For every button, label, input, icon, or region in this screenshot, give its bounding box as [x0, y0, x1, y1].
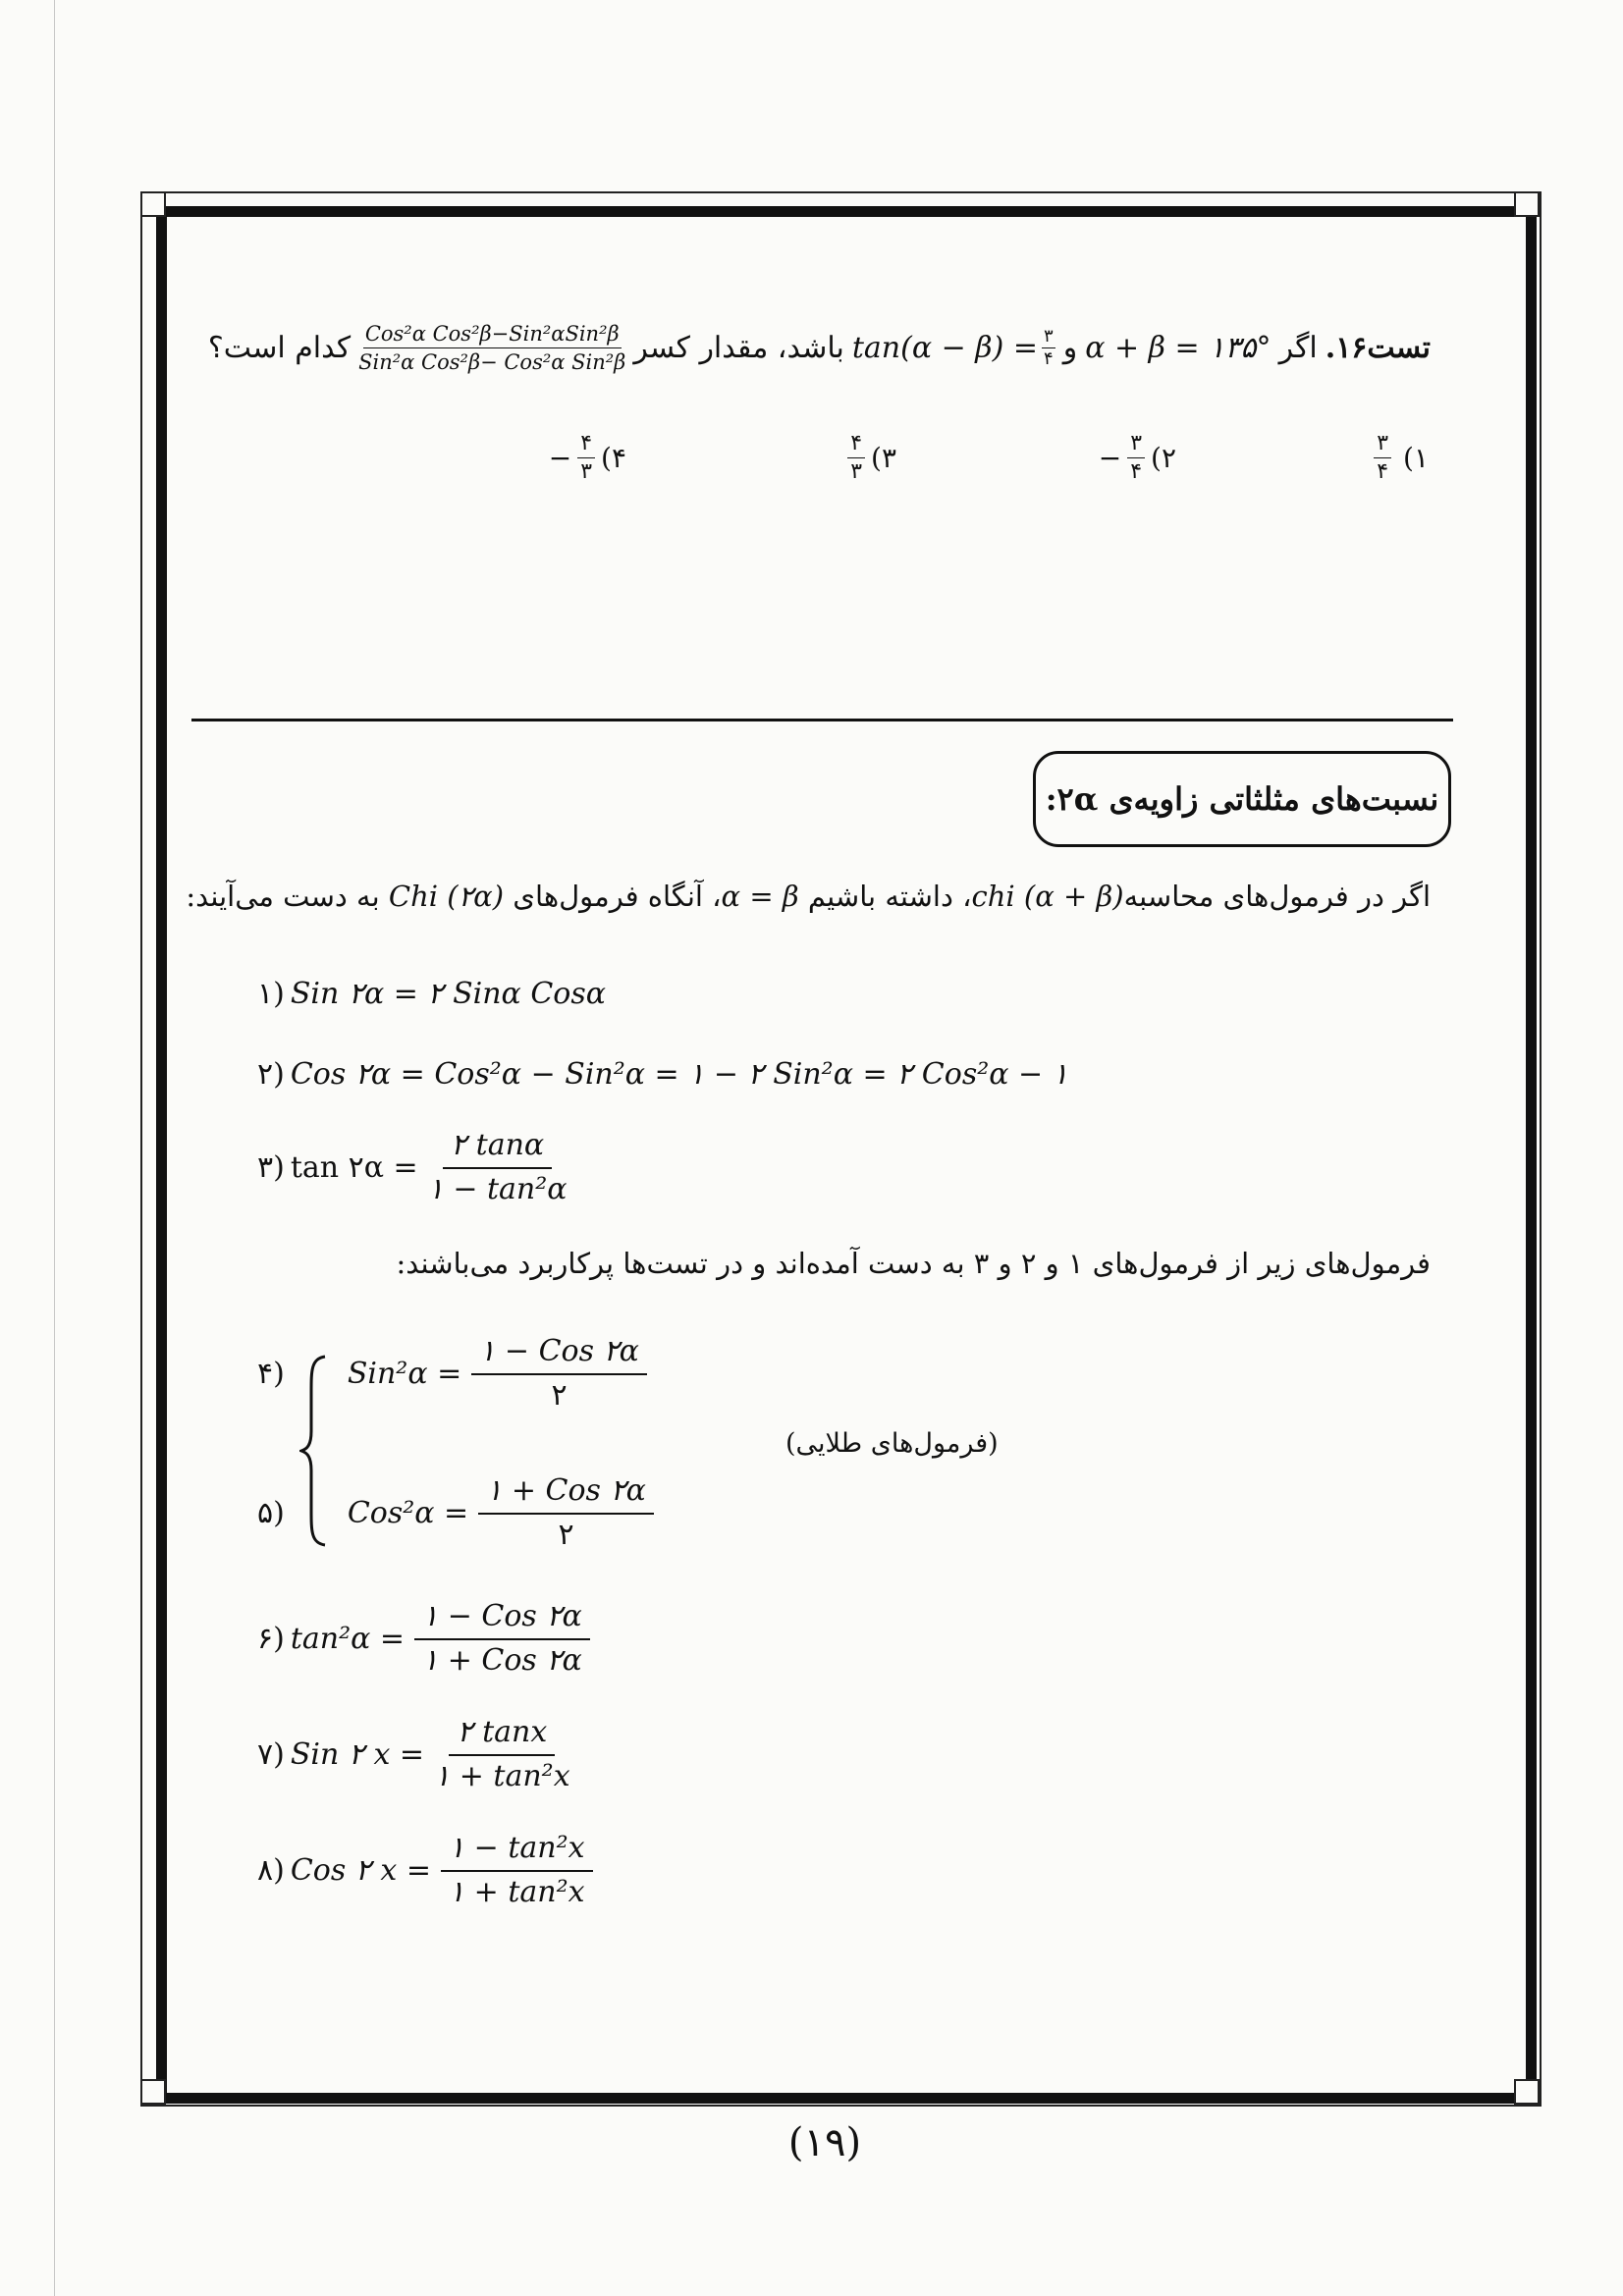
formula-fraction — [471, 1335, 647, 1413]
option-fraction — [577, 432, 595, 484]
intro-text-2: ، داشته باشیم — [807, 880, 972, 913]
formula-denominator: ۲ — [551, 1377, 568, 1413]
frame-corner-bottom-right — [1514, 2079, 1540, 2105]
option-sign: − — [548, 442, 572, 475]
option-1[interactable] — [1374, 432, 1429, 484]
formula-fraction — [441, 1832, 593, 1909]
section-title-box — [1033, 751, 1451, 847]
formula-label: ۶) — [257, 1622, 285, 1656]
section-title: نسبت‌های مثلثاتی زاویه‌ی ۲α: — [1045, 780, 1439, 818]
question-fraction — [358, 322, 625, 374]
option-4[interactable] — [549, 432, 626, 484]
question-if: اگر — [1278, 331, 1318, 366]
formula-fraction — [414, 1600, 590, 1678]
option-numerator: ۴ — [847, 432, 865, 458]
question-number: تست۱۶. — [1325, 331, 1431, 366]
option-denominator: ۳ — [580, 459, 593, 485]
formula-numerator: ۲ tanα — [443, 1129, 552, 1169]
formula-numerator: ۱ + Cos ۲α — [478, 1474, 654, 1515]
question-end-text: کدام است؟ — [207, 331, 352, 366]
condition-2-lhs: tan(α − β) = — [851, 331, 1039, 366]
question-condition-1: α + β = ۱۳۵° — [1085, 331, 1271, 366]
intro-text-3: ، آنگاه فرمول‌های — [513, 880, 722, 913]
question-condition-2 — [852, 328, 1055, 368]
formula-numerator: ۱ − tan²x — [441, 1832, 593, 1872]
formula-fraction — [478, 1474, 654, 1552]
formula-denominator: ۲ — [558, 1517, 574, 1552]
formula-lhs: Cos²α = — [347, 1496, 469, 1530]
intro-text-4: به دست می‌آیند: — [186, 880, 380, 913]
option-numerator: ۴ — [577, 432, 595, 458]
option-3[interactable] — [841, 432, 896, 484]
option-label: ۳) — [871, 442, 896, 475]
question-fraction-denominator: Sin²α Cos²β− Cos²α Sin²β — [358, 350, 626, 375]
frame-corner-top-right — [1514, 191, 1540, 217]
formula-denominator: ۱ − tan²α — [427, 1171, 568, 1206]
option-fraction — [1127, 432, 1145, 484]
formula-numerator: ۱ − Cos ۲α — [471, 1335, 647, 1375]
question-middle-text: باشد، مقدار کسر — [633, 331, 844, 366]
page-number: (۱۹) — [787, 2120, 862, 2165]
formula-numerator: ۲ tanx — [449, 1716, 555, 1756]
option-2[interactable] — [1099, 432, 1176, 484]
formula-6 — [257, 1600, 590, 1678]
formula-8 — [257, 1832, 593, 1909]
frame-corner-top-left — [140, 191, 166, 217]
formula-label: ۴) — [257, 1357, 285, 1391]
option-label: ۲) — [1151, 442, 1176, 475]
option-denominator: ۴ — [1377, 459, 1389, 485]
formula-denominator: ۱ + tan²x — [434, 1758, 570, 1793]
option-sign: − — [1098, 442, 1122, 475]
formula-label: ۷) — [257, 1737, 285, 1772]
intro-math-3: Chi (۲α) — [388, 880, 505, 913]
intro-paragraph — [186, 880, 1431, 913]
formula-lhs: Sin²α = — [347, 1357, 462, 1391]
formula-text: Sin ۲α = ۲ Sinα Cosα — [290, 977, 606, 1011]
formula-4 — [257, 1335, 647, 1413]
formula-3 — [257, 1129, 568, 1206]
option-numerator: ۳ — [1374, 432, 1391, 458]
formula-label: ۱) — [257, 977, 285, 1011]
page-margin-line — [54, 0, 55, 2296]
condition-2-numerator: ۳ — [1044, 326, 1054, 347]
formula-label: ۳) — [257, 1150, 285, 1185]
question-conjunction: و — [1062, 331, 1078, 366]
formula-2 — [257, 1057, 1068, 1092]
formula-label: ۸) — [257, 1853, 285, 1888]
section-divider — [191, 719, 1453, 721]
formula-text: Cos ۲α = Cos²α − Sin²α = ۱ − ۲ Sin²α = ۲ Cos²α − ۱ — [290, 1057, 1068, 1092]
formula-lhs: tan ۲α = — [290, 1150, 418, 1185]
derived-intro: فرمول‌های زیر از فرمول‌های ۱ و ۲ و ۳ به دست آمده‌اند و در تست‌ها پرکاربرد می‌باشند: — [396, 1247, 1431, 1280]
option-label: ۱) — [1403, 442, 1429, 475]
question-line — [208, 322, 1431, 374]
formula-lhs: Sin ۲ x = — [290, 1737, 425, 1772]
formula-fraction — [428, 1129, 568, 1206]
option-label: ۴) — [601, 442, 626, 475]
formula-label: ۵) — [257, 1496, 285, 1530]
formula-label: ۲) — [257, 1057, 285, 1092]
formula-denominator: ۱ + Cos ۲α — [422, 1642, 582, 1678]
formula-7 — [257, 1716, 570, 1793]
condition-2-fraction — [1042, 328, 1055, 368]
condition-2-denominator: ۴ — [1044, 348, 1054, 370]
option-fraction — [1374, 432, 1391, 484]
formula-denominator: ۱ + tan²x — [449, 1874, 585, 1909]
intro-math-1: chi (α + β) — [971, 880, 1124, 913]
question-fraction-numerator: Cos²α Cos²β−Sin²αSin²β — [363, 322, 622, 348]
frame-corner-bottom-left — [140, 2079, 166, 2105]
option-fraction — [847, 432, 865, 484]
formula-1 — [257, 977, 606, 1011]
option-denominator: ۴ — [1130, 459, 1143, 485]
formula-fraction — [434, 1716, 570, 1793]
golden-formulas-label: (فرمول‌های طلایی) — [785, 1428, 999, 1459]
intro-text-1: اگر در فرمول‌های محاسبه — [1123, 880, 1431, 913]
formula-5 — [257, 1474, 654, 1552]
formula-lhs: tan²α = — [290, 1622, 406, 1656]
option-denominator: ۳ — [850, 459, 863, 485]
option-numerator: ۳ — [1127, 432, 1145, 458]
formula-lhs: Cos ۲ x = — [290, 1853, 432, 1888]
intro-math-2: α = β — [721, 880, 799, 913]
formula-numerator: ۱ − Cos ۲α — [414, 1600, 590, 1640]
